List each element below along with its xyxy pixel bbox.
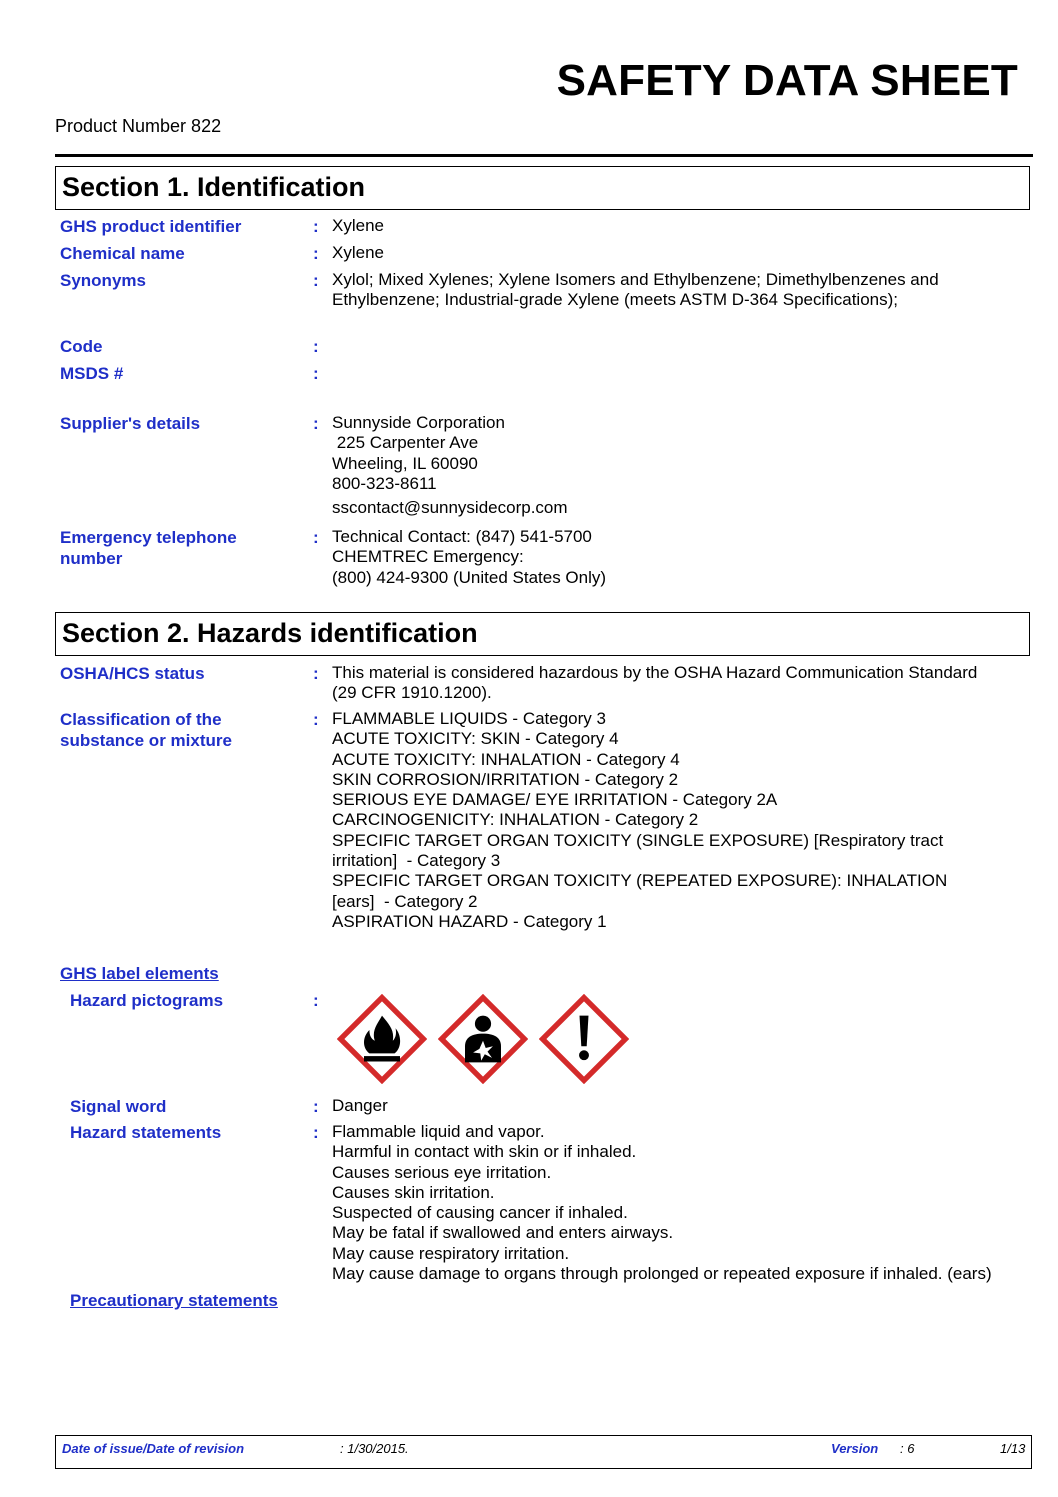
emergency-label-line: Emergency telephone	[60, 528, 237, 547]
classification-item: SPECIFIC TARGET ORGAN TOXICITY (REPEATED EXPOSURE): INHALATION	[332, 871, 948, 891]
section-1-header	[55, 166, 1030, 210]
signal-word-label: Signal word	[70, 1097, 167, 1116]
colon: :	[313, 1123, 319, 1142]
colon: :	[313, 217, 319, 236]
hazard-statement: May be fatal if swallowed and enters airways.	[332, 1223, 674, 1243]
product-identifier-value: Xylene	[332, 216, 384, 235]
emergency-line: (800) 424-9300 (United States Only)	[332, 567, 607, 587]
hazard-statement: Suspected of causing cancer if inhaled.	[332, 1203, 628, 1223]
colon: :	[313, 528, 319, 547]
ghs-label-elements-heading: GHS label elements	[60, 964, 219, 983]
emergency-contacts	[332, 527, 606, 588]
colon: :	[313, 244, 319, 263]
classification-item: SPECIFIC TARGET ORGAN TOXICITY (SINGLE EXPOSURE) [Respiratory tract	[332, 830, 944, 850]
hazard-statement: May cause damage to organs through prolonged or repeated exposure if inhaled. (ears)	[332, 1264, 992, 1284]
supplier-label: Supplier's details	[60, 414, 201, 433]
footer-date-label: Date of issue/Date of revision	[62, 1441, 245, 1456]
synonyms-value	[332, 270, 939, 311]
hazard-statement: Harmful in contact with skin or if inhaled.	[332, 1142, 637, 1162]
synonyms-line: Ethylbenzene; Industrial-grade Xylene (meets ASTM D-364 Specifications);	[332, 290, 898, 310]
colon: :	[313, 991, 319, 1010]
hazard-statements-list	[332, 1122, 992, 1284]
emergency-line: Technical Contact: (847) 541-5700	[332, 527, 592, 546]
classification-item: ACUTE TOXICITY: INHALATION - Category 4	[332, 749, 680, 769]
classification-item: ASPIRATION HAZARD - Category 1	[332, 911, 607, 931]
colon: :	[313, 364, 319, 383]
product-number: Product Number 822	[55, 116, 222, 136]
colon: :	[313, 271, 319, 290]
chemical-name-value: Xylene	[332, 243, 384, 262]
hazard-statement: Causes serious eye irritation.	[332, 1162, 552, 1182]
classification-label	[60, 709, 232, 751]
classification-item: [ears] - Category 2	[332, 891, 478, 911]
synonyms-label: Synonyms	[60, 271, 146, 290]
supplier-street: 225 Carpenter Ave	[332, 433, 479, 453]
section-2-header	[55, 612, 1030, 656]
hazard-statements-label: Hazard statements	[70, 1123, 222, 1142]
emergency-label	[60, 527, 237, 569]
section-2-title: Section 2. Hazards identification	[62, 618, 478, 648]
classification-item: irritation] - Category 3	[332, 851, 501, 871]
classification-label-line: Classification of the	[60, 710, 222, 729]
supplier-email[interactable]: sscontact@sunnysidecorp.com	[332, 498, 568, 518]
footer-version-value: : 6	[900, 1441, 915, 1456]
hazard-pictograms-label: Hazard pictograms	[70, 991, 224, 1010]
colon: :	[313, 664, 319, 683]
msds-label: MSDS #	[60, 364, 124, 383]
precautionary-statements-heading: Precautionary statements	[70, 1291, 278, 1310]
hazard-statement: May cause respiratory irritation.	[332, 1243, 570, 1263]
classification-item: SKIN CORROSION/IRRITATION - Category 2	[332, 769, 679, 789]
code-label: Code	[60, 337, 103, 356]
footer-date-value: : 1/30/2015.	[340, 1441, 409, 1456]
osha-status-value	[332, 663, 977, 704]
classification-item: SERIOUS EYE DAMAGE/ EYE IRRITATION - Category 2A	[332, 790, 778, 810]
section-1-title: Section 1. Identification	[62, 172, 366, 202]
hazard-statement: Causes skin irritation.	[332, 1182, 495, 1202]
supplier-company: Sunnyside Corporation	[332, 413, 505, 432]
supplier-details	[332, 413, 568, 518]
synonyms-line: Xylol; Mixed Xylenes; Xylene Isomers and Ethylbenzene; Dimethylbenzenes and	[332, 270, 939, 289]
classification-label-line: substance or mixture	[60, 731, 232, 750]
classification-item: FLAMMABLE LIQUIDS - Category 3	[332, 709, 606, 728]
colon: :	[313, 1097, 319, 1116]
classification-item: ACUTE TOXICITY: SKIN - Category 4	[332, 729, 619, 749]
header-divider	[55, 154, 1033, 157]
product-identifier-label: GHS product identifier	[60, 217, 242, 236]
exclamation-pictogram-icon	[539, 994, 629, 1084]
health-hazard-pictogram-icon	[438, 994, 528, 1084]
chemical-name-label: Chemical name	[60, 244, 185, 263]
osha-line: This material is considered hazardous by the OSHA Hazard Communication Standard	[332, 663, 978, 682]
supplier-phone: 800-323-8611	[332, 473, 437, 493]
classification-list	[332, 709, 947, 932]
osha-status-label: OSHA/HCS status	[60, 664, 205, 683]
footer-version-label: Version	[831, 1441, 879, 1456]
colon: :	[313, 710, 319, 729]
emergency-label-line: number	[60, 549, 123, 568]
signal-word-value: Danger	[332, 1096, 388, 1115]
colon: :	[313, 414, 319, 433]
page-footer	[55, 1435, 1032, 1469]
hazard-statement: Flammable liquid and vapor.	[332, 1122, 545, 1141]
classification-item: CARCINOGENICITY: INHALATION - Category 2	[332, 810, 699, 830]
emergency-line: CHEMTREC Emergency:	[332, 547, 524, 567]
supplier-city: Wheeling, IL 60090	[332, 453, 478, 473]
osha-line: (29 CFR 1910.1200).	[332, 683, 492, 703]
footer-page-number: 1/13	[1000, 1441, 1026, 1456]
flame-pictogram-icon	[337, 994, 427, 1084]
document-title: SAFETY DATA SHEET	[556, 56, 1018, 105]
colon: :	[313, 337, 319, 356]
